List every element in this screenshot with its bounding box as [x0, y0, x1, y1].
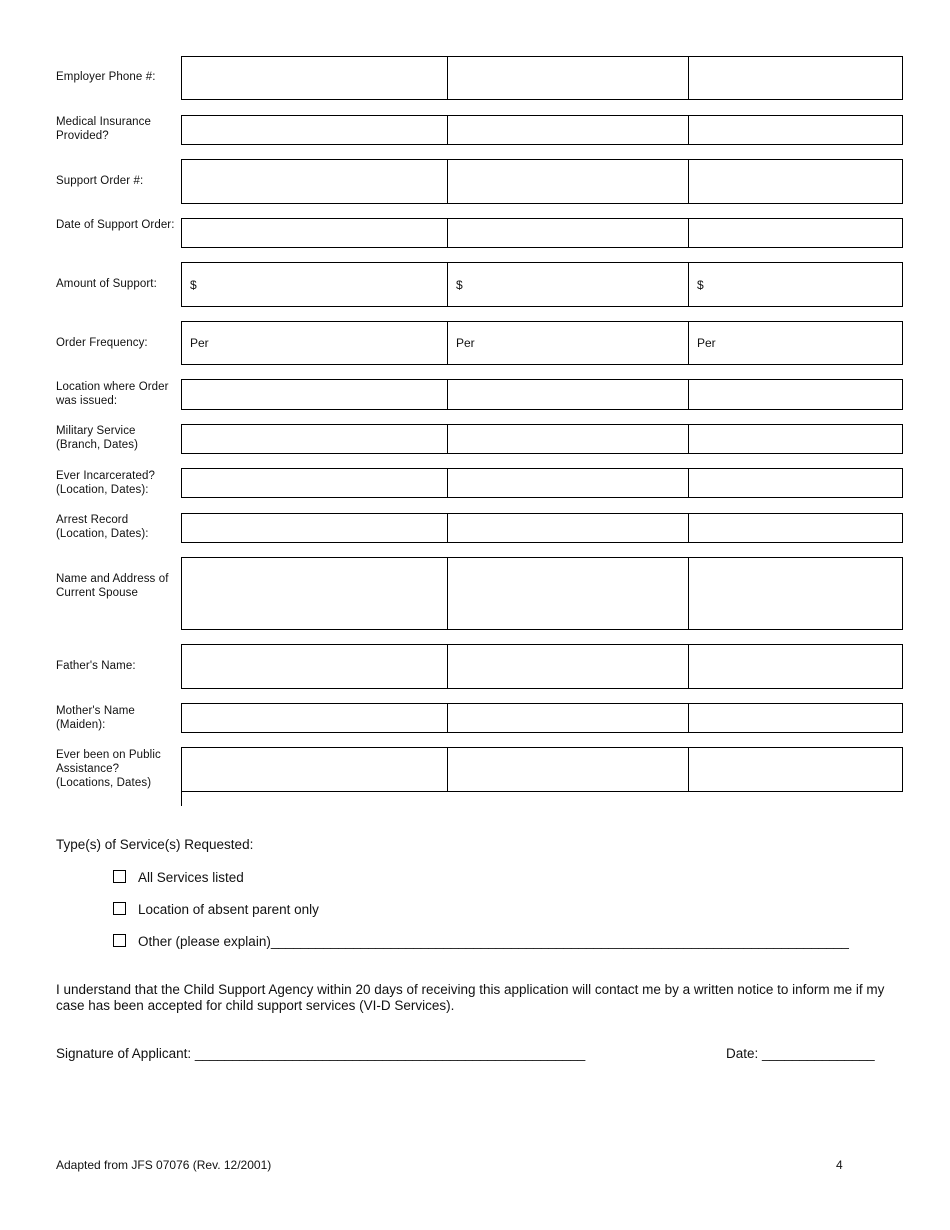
row-label: Name and Address of Current Spouse [56, 573, 169, 599]
services-title: Type(s) of Service(s) Requested: [56, 837, 254, 852]
response-cell[interactable] [447, 262, 689, 307]
response-cell[interactable] [688, 115, 903, 145]
response-cell[interactable] [447, 644, 689, 689]
page-number: 4 [836, 1158, 843, 1172]
per-prefix: Per [190, 336, 209, 350]
response-cell[interactable] [688, 513, 903, 543]
checkbox[interactable] [113, 870, 126, 883]
option-label: Location of absent parent only [138, 902, 319, 917]
date-field[interactable] [726, 1046, 875, 1061]
row-label: Amount of Support: [56, 278, 157, 290]
row-label: Support Order #: [56, 175, 144, 187]
response-cell[interactable] [688, 218, 903, 248]
service-option-all[interactable] [113, 870, 244, 885]
response-cell[interactable] [181, 703, 448, 733]
row-label: Ever been on Public Assistance? (Locations, Dates) [56, 749, 161, 789]
row-label: Military Service (Branch, Dates) [56, 425, 139, 451]
service-option-location[interactable] [113, 902, 319, 917]
row-label: Arrest Record (Location, Dates): [56, 514, 149, 540]
response-cell[interactable] [181, 379, 448, 410]
form-source-footer: Adapted from JFS 07076 (Rev. 12/2001) [56, 1158, 272, 1172]
response-cell[interactable] [688, 379, 903, 410]
row-label: Location where Order was issued: [56, 381, 169, 407]
response-cell[interactable] [447, 159, 689, 204]
per-prefix: Per [697, 336, 716, 350]
per-prefix: Per [456, 336, 475, 350]
checkbox[interactable] [113, 934, 126, 947]
response-cell[interactable] [688, 262, 903, 307]
dollar-prefix: $ [190, 277, 197, 292]
response-cell[interactable] [688, 644, 903, 689]
response-cell[interactable] [181, 159, 448, 204]
response-cell[interactable] [181, 424, 448, 454]
response-cell[interactable] [688, 557, 903, 630]
response-cell[interactable] [447, 321, 689, 365]
option-label: Other (please explain)_____________________________________________________________________________ [138, 934, 849, 949]
response-cell[interactable] [181, 115, 448, 145]
response-cell[interactable] [447, 513, 689, 543]
response-cell[interactable] [447, 379, 689, 410]
row-label: Date of Support Order: [56, 219, 175, 231]
response-cell[interactable] [181, 262, 448, 307]
response-cell[interactable] [447, 115, 689, 145]
response-cell[interactable] [181, 321, 448, 365]
row-label: Mother's Name (Maiden): [56, 705, 135, 731]
row-label: Father's Name: [56, 660, 136, 672]
response-cell[interactable] [447, 468, 689, 498]
response-cell[interactable] [447, 56, 689, 100]
response-cell[interactable] [181, 557, 448, 630]
response-cell[interactable] [447, 747, 689, 792]
response-cell[interactable] [181, 218, 448, 248]
row-label: Medical Insurance Provided? [56, 116, 152, 142]
checkbox[interactable] [113, 902, 126, 915]
response-cell[interactable] [181, 644, 448, 689]
response-cell[interactable] [181, 468, 448, 498]
response-cell[interactable] [181, 513, 448, 543]
response-cell[interactable] [688, 747, 903, 792]
service-option-other[interactable] [113, 934, 849, 949]
dollar-prefix: $ [697, 277, 704, 292]
row-label: Order Frequency: [56, 337, 148, 349]
response-cell[interactable] [181, 747, 448, 792]
dollar-prefix: $ [456, 277, 463, 292]
date-line[interactable]: _______________ [762, 1046, 875, 1061]
signature-field[interactable] [56, 1046, 585, 1061]
response-cell[interactable] [688, 424, 903, 454]
table-border-tail [181, 790, 182, 806]
response-cell[interactable] [447, 703, 689, 733]
response-cell[interactable] [688, 56, 903, 100]
response-cell[interactable] [447, 424, 689, 454]
signature-line[interactable]: ____________________________________________________ [194, 1046, 586, 1061]
response-cell[interactable] [447, 557, 689, 630]
option-label: All Services listed [138, 870, 244, 885]
row-label: Employer Phone #: [56, 71, 156, 83]
response-cell[interactable] [688, 703, 903, 733]
response-cell[interactable] [181, 56, 448, 100]
signature-label: Signature of Applicant: [56, 1046, 192, 1061]
row-label: Ever Incarcerated? (Location, Dates): [56, 470, 155, 496]
date-label: Date: [726, 1046, 759, 1061]
response-cell[interactable] [688, 468, 903, 498]
acknowledgement-statement: I understand that the Child Support Agency within 20 days of receiving this application will contact me by a written notice to inform me if my case has been accepted for child support services (VI-D Services). [56, 982, 885, 1013]
response-cell[interactable] [447, 218, 689, 248]
response-cell[interactable] [688, 159, 903, 204]
response-cell[interactable] [688, 321, 903, 365]
